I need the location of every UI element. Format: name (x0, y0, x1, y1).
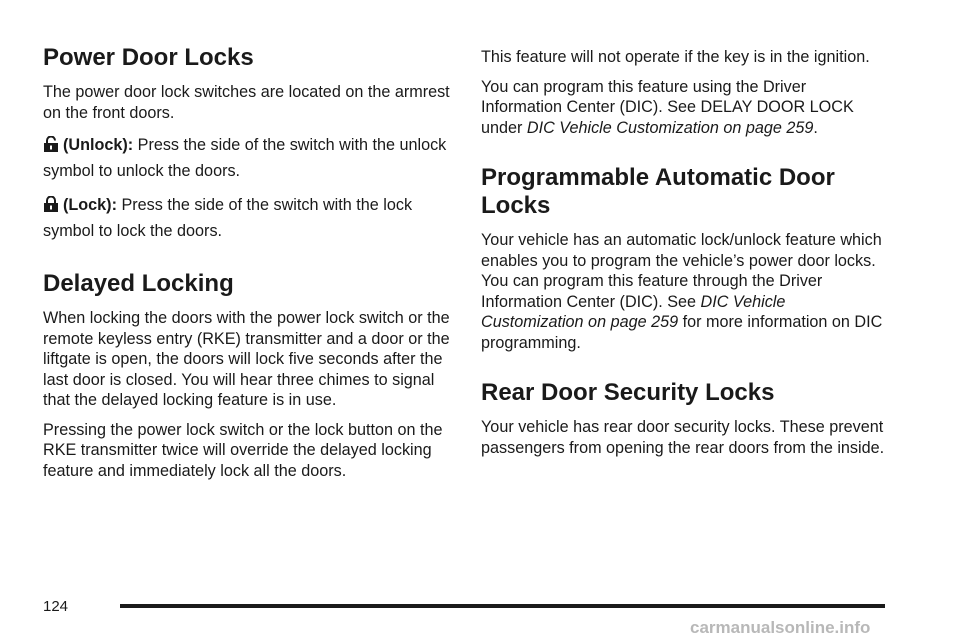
program-note-end: . (813, 118, 818, 137)
unlock-paragraph (43, 132, 453, 184)
lock-text: Press the side of the switch with the lock symbol to lock the doors. (43, 196, 413, 240)
right-column (481, 47, 891, 467)
section-title-rear-security-locks: Rear Door Security Locks (481, 379, 775, 406)
unlock-icon (43, 136, 59, 152)
section-title-programmable-locks: Programmable Automatic Door Locks (481, 164, 835, 219)
unlock-label: (Unlock): (63, 136, 134, 154)
delayed-locking-paragraph-2: Pressing the power lock switch or the lock button on the RKE transmitter twice will override the delayed locking feature and immediately lock all the doors. (43, 420, 443, 480)
program-note-reference: DIC Vehicle Customization on page 259 (526, 118, 814, 137)
programmable-text: Your vehicle has an automatic lock/unlock feature which enables you to program the vehicle’s power door locks. You can program this feature through the Driver Information Center (DIC). See (481, 231, 882, 311)
lock-label: (Lock): (63, 196, 117, 214)
page-number: 124 (43, 598, 69, 615)
program-note (481, 77, 891, 139)
section-title-power-door-locks: Power Door Locks (43, 44, 254, 71)
lock-paragraph (43, 192, 453, 244)
footer-rule (120, 604, 885, 608)
programmable-locks-paragraph (481, 230, 891, 353)
watermark: carmanualsonline.info (690, 618, 871, 637)
rear-security-paragraph: Your vehicle has rear door security locks. These prevent passengers from opening the rear doors from the inside. (481, 418, 885, 457)
unlock-text: Press the side of the switch with the unlock symbol to unlock the doors. (43, 136, 447, 180)
power-door-locks-intro: The power door lock switches are located on the armrest on the front doors. (43, 83, 450, 122)
ignition-note: This feature will not operate if the key is in the ignition. (481, 48, 870, 66)
programmable-reference: DIC Vehicle Customization on page 259 (481, 292, 786, 331)
program-note-text: You can program this feature using the Driver Information Center (DIC). See DELAY DOOR LOCK under (481, 77, 854, 137)
delayed-locking-paragraph-1: When locking the doors with the power lock switch or the remote keyless entry (RKE) transmitter and a door or the liftgate is open, the doors will lock five seconds after the last door is closed. You will hear three chimes to signal that the delayed locking feature is in use. (43, 309, 450, 409)
left-column (43, 44, 453, 490)
programmable-end: for more information on DIC programming. (481, 313, 883, 352)
section-title-delayed-locking: Delayed Locking (43, 270, 234, 297)
lock-icon (43, 196, 59, 212)
